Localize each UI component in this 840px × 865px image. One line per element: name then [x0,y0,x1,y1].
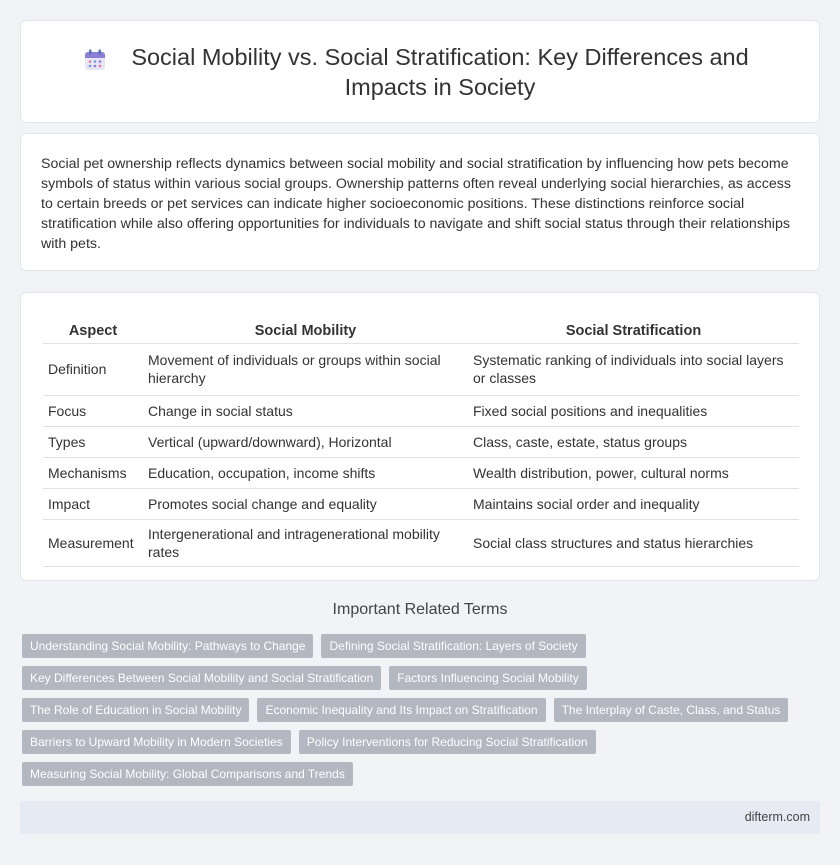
title-card [20,20,820,123]
footer-site-link[interactable]: difterm.com [744,810,810,824]
table-row [43,343,799,395]
cell-mobility: Vertical (upward/downward), Horizontal [143,426,468,457]
table-row [43,488,799,519]
cell-stratification: Social class structures and status hierarchies [468,519,799,566]
related-term-tag[interactable]: The Interplay of Caste, Class, and Status [554,698,789,722]
header-social-stratification: Social Stratification [468,313,799,343]
table-row [43,457,799,488]
related-term-tag[interactable]: Key Differences Between Social Mobility and Social Stratification [22,666,381,690]
cell-mobility: Intergenerational and intragenerational mobility rates [143,519,468,566]
cell-stratification: Fixed social positions and inequalities [468,395,799,426]
related-term-tag[interactable]: Barriers to Upward Mobility in Modern Societies [22,730,291,754]
comparison-table [43,313,799,567]
cell-aspect: Focus [43,395,143,426]
cell-aspect: Impact [43,488,143,519]
related-term-tag[interactable]: Understanding Social Mobility: Pathways to Change [22,634,313,658]
cell-stratification: Systematic ranking of individuals into social layers or classes [468,343,799,395]
cell-mobility: Change in social status [143,395,468,426]
cell-mobility: Education, occupation, income shifts [143,457,468,488]
cell-mobility: Movement of individuals or groups within social hierarchy [143,343,468,395]
table-row [43,519,799,566]
related-term-tag[interactable]: Measuring Social Mobility: Global Comparisons and Trends [22,762,353,786]
cell-aspect: Measurement [43,519,143,566]
table-row [43,395,799,426]
header-aspect: Aspect [43,313,143,343]
footer-bar [20,801,820,834]
table-row [43,426,799,457]
related-term-tag[interactable]: The Role of Education in Social Mobility [22,698,249,722]
header-social-mobility: Social Mobility [143,313,468,343]
page-title: Social Mobility vs. Social Stratification: Key Differences and Impacts in Society [131,43,749,100]
comparison-table-card [20,292,820,581]
table-header-row [43,313,799,343]
cell-aspect: Types [43,426,143,457]
related-term-tag[interactable]: Defining Social Stratification: Layers of Society [321,634,585,658]
related-term-tag[interactable]: Economic Inequality and Its Impact on Stratification [257,698,545,722]
intro-text: Social pet ownership reflects dynamics between social mobility and social stratification by influencing how pets become symbols of status within various social groups. Ownership patterns often reveal underlying social hierarchies, as access to certain breeds or pet services can indicate higher socioeconomic positions. These distinctions reinforce social stratification while also offering opportunities for individuals to navigate and shift social status through their relationships with pets. [41,156,791,252]
cell-mobility: Promotes social change and equality [143,488,468,519]
cell-stratification: Wealth distribution, power, cultural norms [468,457,799,488]
related-term-tag[interactable]: Factors Influencing Social Mobility [389,666,586,690]
intro-card [20,133,820,271]
cell-stratification: Class, caste, estate, status groups [468,426,799,457]
cell-aspect: Mechanisms [43,457,143,488]
related-term-tag[interactable]: Policy Interventions for Reducing Social Stratification [299,730,596,754]
cell-aspect: Definition [43,343,143,395]
related-terms-heading: Important Related Terms [332,601,508,618]
cell-stratification: Maintains social order and inequality [468,488,799,519]
related-terms-list [22,634,812,794]
